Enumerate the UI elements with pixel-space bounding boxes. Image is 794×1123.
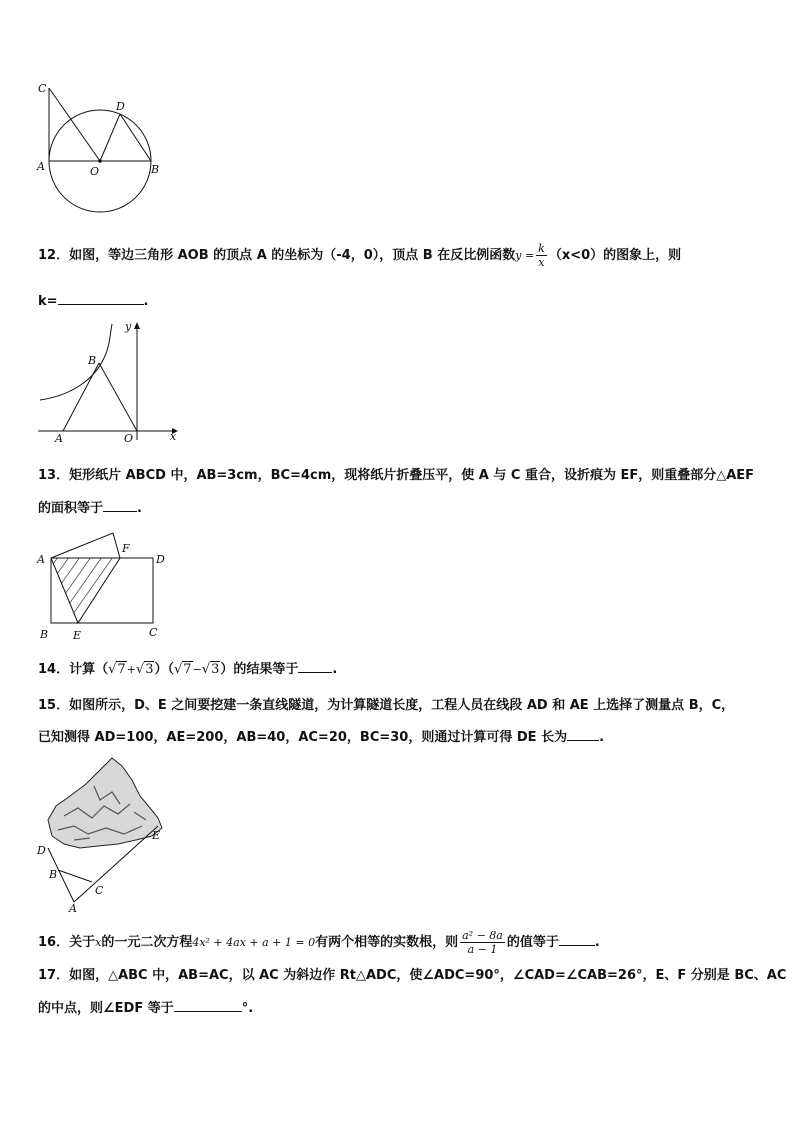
q14-mid: ）（ bbox=[154, 662, 174, 677]
q13-text: 13．矩形纸片 ABCD 中，AB=3cm，BC=4cm，现将纸片折叠压平，使 A 与 C 重合，设折痕为 EF，则重叠部分△AEF bbox=[38, 468, 755, 483]
label-a: A bbox=[55, 432, 63, 445]
q17-text-a: 的中点，则∠EDF 等于 bbox=[38, 1001, 174, 1016]
radicand-3-a: 3 bbox=[145, 662, 154, 677]
label-b: B bbox=[151, 163, 160, 176]
radicand-7-b: 7 bbox=[183, 662, 192, 677]
figure-folded-rectangle bbox=[34, 528, 184, 643]
q12-text-a: 12．如图，等边三角形 AOB 的顶点 A 的坐标为（-4，0），顶点 B 在反比例函数 bbox=[38, 248, 516, 263]
sqrt-3-a: √3 bbox=[135, 662, 154, 677]
q17-degree: °. bbox=[241, 1001, 254, 1016]
question-15-line1 bbox=[38, 696, 734, 716]
side-bo bbox=[99, 363, 137, 431]
radicand-7-a: 7 bbox=[117, 662, 126, 677]
question-17-line2 bbox=[38, 997, 253, 1019]
label-d: D bbox=[116, 100, 125, 113]
label-a: A bbox=[37, 553, 45, 566]
label-a: A bbox=[37, 160, 45, 173]
hyperbola-curve bbox=[40, 324, 112, 400]
label-e: E bbox=[152, 829, 161, 842]
question-17-line1 bbox=[38, 966, 786, 986]
q13-period: . bbox=[137, 501, 142, 516]
y-axis-arrow bbox=[134, 322, 140, 329]
label-d: D bbox=[37, 844, 46, 857]
q14-pre: 14．计算（ bbox=[38, 662, 109, 677]
label-x: x bbox=[170, 430, 177, 443]
center-dot bbox=[98, 159, 102, 163]
q12-period: . bbox=[143, 294, 149, 309]
side-ab bbox=[63, 363, 99, 431]
q12-text-b: （x<0）的图象上，则 bbox=[548, 248, 682, 263]
label-y: y bbox=[125, 320, 132, 333]
question-13-line1 bbox=[38, 466, 754, 486]
segment-db bbox=[120, 114, 151, 161]
question-12-line2 bbox=[38, 290, 149, 312]
q15-period: . bbox=[599, 730, 605, 745]
q16-fraction bbox=[460, 929, 505, 956]
question-16 bbox=[38, 929, 600, 956]
q16-answer-blank[interactable] bbox=[559, 931, 595, 946]
label-o: O bbox=[90, 165, 100, 178]
q12-answer-blank[interactable] bbox=[58, 290, 144, 305]
q15-text: 15．如图所示，D、E 之间要挖建一条直线隧道，为计算隧道长度，工程人员在线段 AD 和 AE 上选择了测量点 B，C， bbox=[38, 698, 735, 713]
question-15-line2 bbox=[38, 726, 604, 748]
segment-od bbox=[100, 114, 120, 161]
q16-frac-num: a² − 8a bbox=[462, 929, 503, 942]
q14-answer-blank[interactable] bbox=[298, 658, 332, 673]
figure-mountain-tunnel bbox=[34, 756, 174, 914]
q15-text-a: 已知测得 AD=100，AE=200，AB=40，AC=20，BC=30，则通过计算可得 DE 长为 bbox=[38, 730, 568, 745]
label-c: C bbox=[95, 884, 104, 897]
sqrt-3-b: √3 bbox=[201, 662, 220, 677]
label-b: B bbox=[40, 628, 49, 641]
q16-frac-den: a − 1 bbox=[467, 943, 498, 956]
q16-mid: 的一元二次方程 bbox=[101, 935, 193, 950]
q16-equation: 4x² + 4ax + a + 1 = 0 bbox=[192, 936, 316, 949]
q16-mid2: 有两个相等的实数根，则 bbox=[315, 935, 459, 950]
overlap-triangle-aef bbox=[51, 558, 120, 623]
label-e: E bbox=[73, 629, 82, 642]
sqrt-7-b: √7 bbox=[173, 662, 192, 677]
folded-flap bbox=[51, 533, 120, 558]
q17-answer-blank[interactable] bbox=[174, 997, 242, 1012]
label-o: O bbox=[124, 432, 134, 445]
q16-var-x: x bbox=[95, 936, 102, 949]
q13-text-a: 的面积等于 bbox=[38, 501, 104, 516]
q16-pre: 16．关于 bbox=[38, 935, 96, 950]
q14-post: ）的结果等于 bbox=[220, 662, 299, 677]
minus-sign: − bbox=[192, 663, 202, 676]
question-12-line1 bbox=[38, 242, 681, 269]
figure-circle-tangent bbox=[34, 78, 164, 218]
q12-frac-den: x bbox=[538, 256, 545, 269]
label-d: D bbox=[156, 553, 165, 566]
q16-post: 的值等于 bbox=[506, 935, 559, 950]
q12-fraction bbox=[536, 242, 547, 269]
mountain-illustration bbox=[48, 758, 162, 848]
segment-co bbox=[49, 88, 100, 161]
q16-period: . bbox=[594, 935, 600, 950]
label-c: C bbox=[149, 626, 158, 639]
q17-text: 17．如图，△ABC 中，AB=AC，以 AC 为斜边作 Rt△ADC，使∠ADC=90°，∠CAD=∠CAB=26°，E、F 分别是 BC、AC bbox=[38, 968, 787, 983]
label-a: A bbox=[69, 902, 77, 915]
sqrt-7-a: √7 bbox=[108, 662, 126, 677]
question-14 bbox=[38, 658, 337, 680]
q12-y-eq: y = bbox=[515, 249, 535, 262]
q12-frac-num: k bbox=[538, 242, 545, 255]
label-c: C bbox=[38, 82, 47, 95]
q14-period: . bbox=[332, 662, 338, 677]
label-b: B bbox=[88, 354, 97, 367]
q15-answer-blank[interactable] bbox=[567, 726, 599, 741]
q12-k-label: k= bbox=[38, 294, 58, 309]
label-b: B bbox=[49, 868, 58, 881]
q13-answer-blank[interactable] bbox=[103, 497, 137, 512]
plus-sign: + bbox=[126, 663, 136, 676]
figure-inverse-function bbox=[38, 320, 183, 445]
question-13-line2 bbox=[38, 497, 142, 519]
radicand-3-b: 3 bbox=[211, 662, 220, 677]
label-f: F bbox=[122, 542, 130, 555]
